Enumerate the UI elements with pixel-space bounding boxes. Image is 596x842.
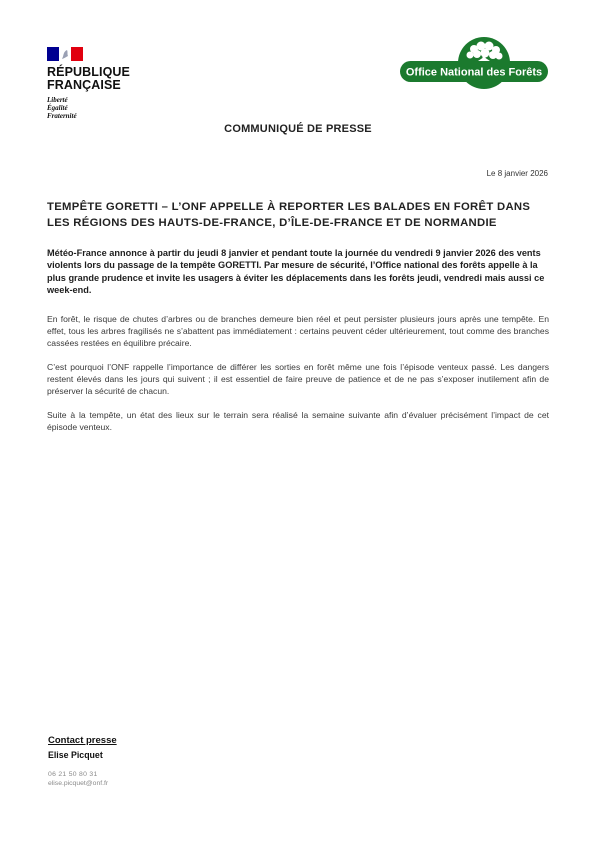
document-type-title: COMMUNIQUÉ DE PRESSE: [224, 123, 372, 135]
onf-logo: [398, 36, 550, 98]
publication-date: Le 8 janvier 2026: [486, 169, 548, 178]
republic-name-line1: RÉPUBLIQUE: [47, 65, 130, 79]
body-paragraph: En forêt, le risque de chutes d’arbres ou de branches demeure bien réel et peut persister plusieurs jours après une tempête. En effet, tous les arbres fragilisés ne s’abattent pas immédiatement : certains peuvent céder ultérieurement, tout comme des branches cassées restées en équilibre précaire.: [47, 314, 549, 349]
body-paragraph: C’est pourquoi l’ONF rappelle l’importance de différer les sorties en forêt même une fois l’épisode venteux passé. Les dangers restent élevés dans les jours qui suivent ; il est essentiel de faire preuve de patience et de ne pas s’exposer inutilement afin de préserver la sécurité de chacun.: [47, 362, 549, 397]
lead-paragraph: Météo-France annonce à partir du jeudi 8 janvier et pendant toute la journée du vendredi 9 janvier 2026 des vents violents lors du passage de la tempête GORETTI. Par mesure de sécurité, l’Office national des forêts appelle à la plus grande prudence et invite les usagers à éviter les déplacements dans les forêts jeudi, vendredi mais aussi ce week-end.: [47, 248, 545, 296]
onf-logo-text: Office National des Forêts: [405, 66, 543, 79]
french-flag-icon: [47, 47, 83, 61]
motto-liberte: Liberté: [47, 96, 68, 104]
body-paragraph: Suite à la tempête, un état des lieux sur le terrain sera réalisé la semaine suivante afin d’évaluer précisément l’impact de cet épisode venteux.: [47, 410, 549, 433]
republic-name-line2: FRANÇAISE: [47, 78, 121, 92]
press-contact-phone: 06 21 50 80 31: [48, 771, 98, 778]
press-release-headline: TEMPÊTE GORETTI – L’ONF APPELLE À REPORTER LES BALADES EN FORÊT DANS LES RÉGIONS DES HAUTS-DE-FRANCE, D’ÎLE-DE-FRANCE ET DE NORMANDIE: [47, 201, 531, 229]
press-contact-name: Elise Picquet: [48, 750, 103, 760]
motto-egalite: Égalité: [47, 104, 68, 112]
press-contact-title: Contact presse: [48, 735, 117, 746]
onf-tree-logo-icon: [398, 36, 550, 98]
motto-fraternite: Fraternité: [47, 112, 77, 120]
republic-motto: [47, 96, 147, 120]
press-contact-email-link[interactable]: elise.picquet@onf.fr: [48, 780, 109, 787]
republique-francaise-logo: [47, 47, 147, 120]
